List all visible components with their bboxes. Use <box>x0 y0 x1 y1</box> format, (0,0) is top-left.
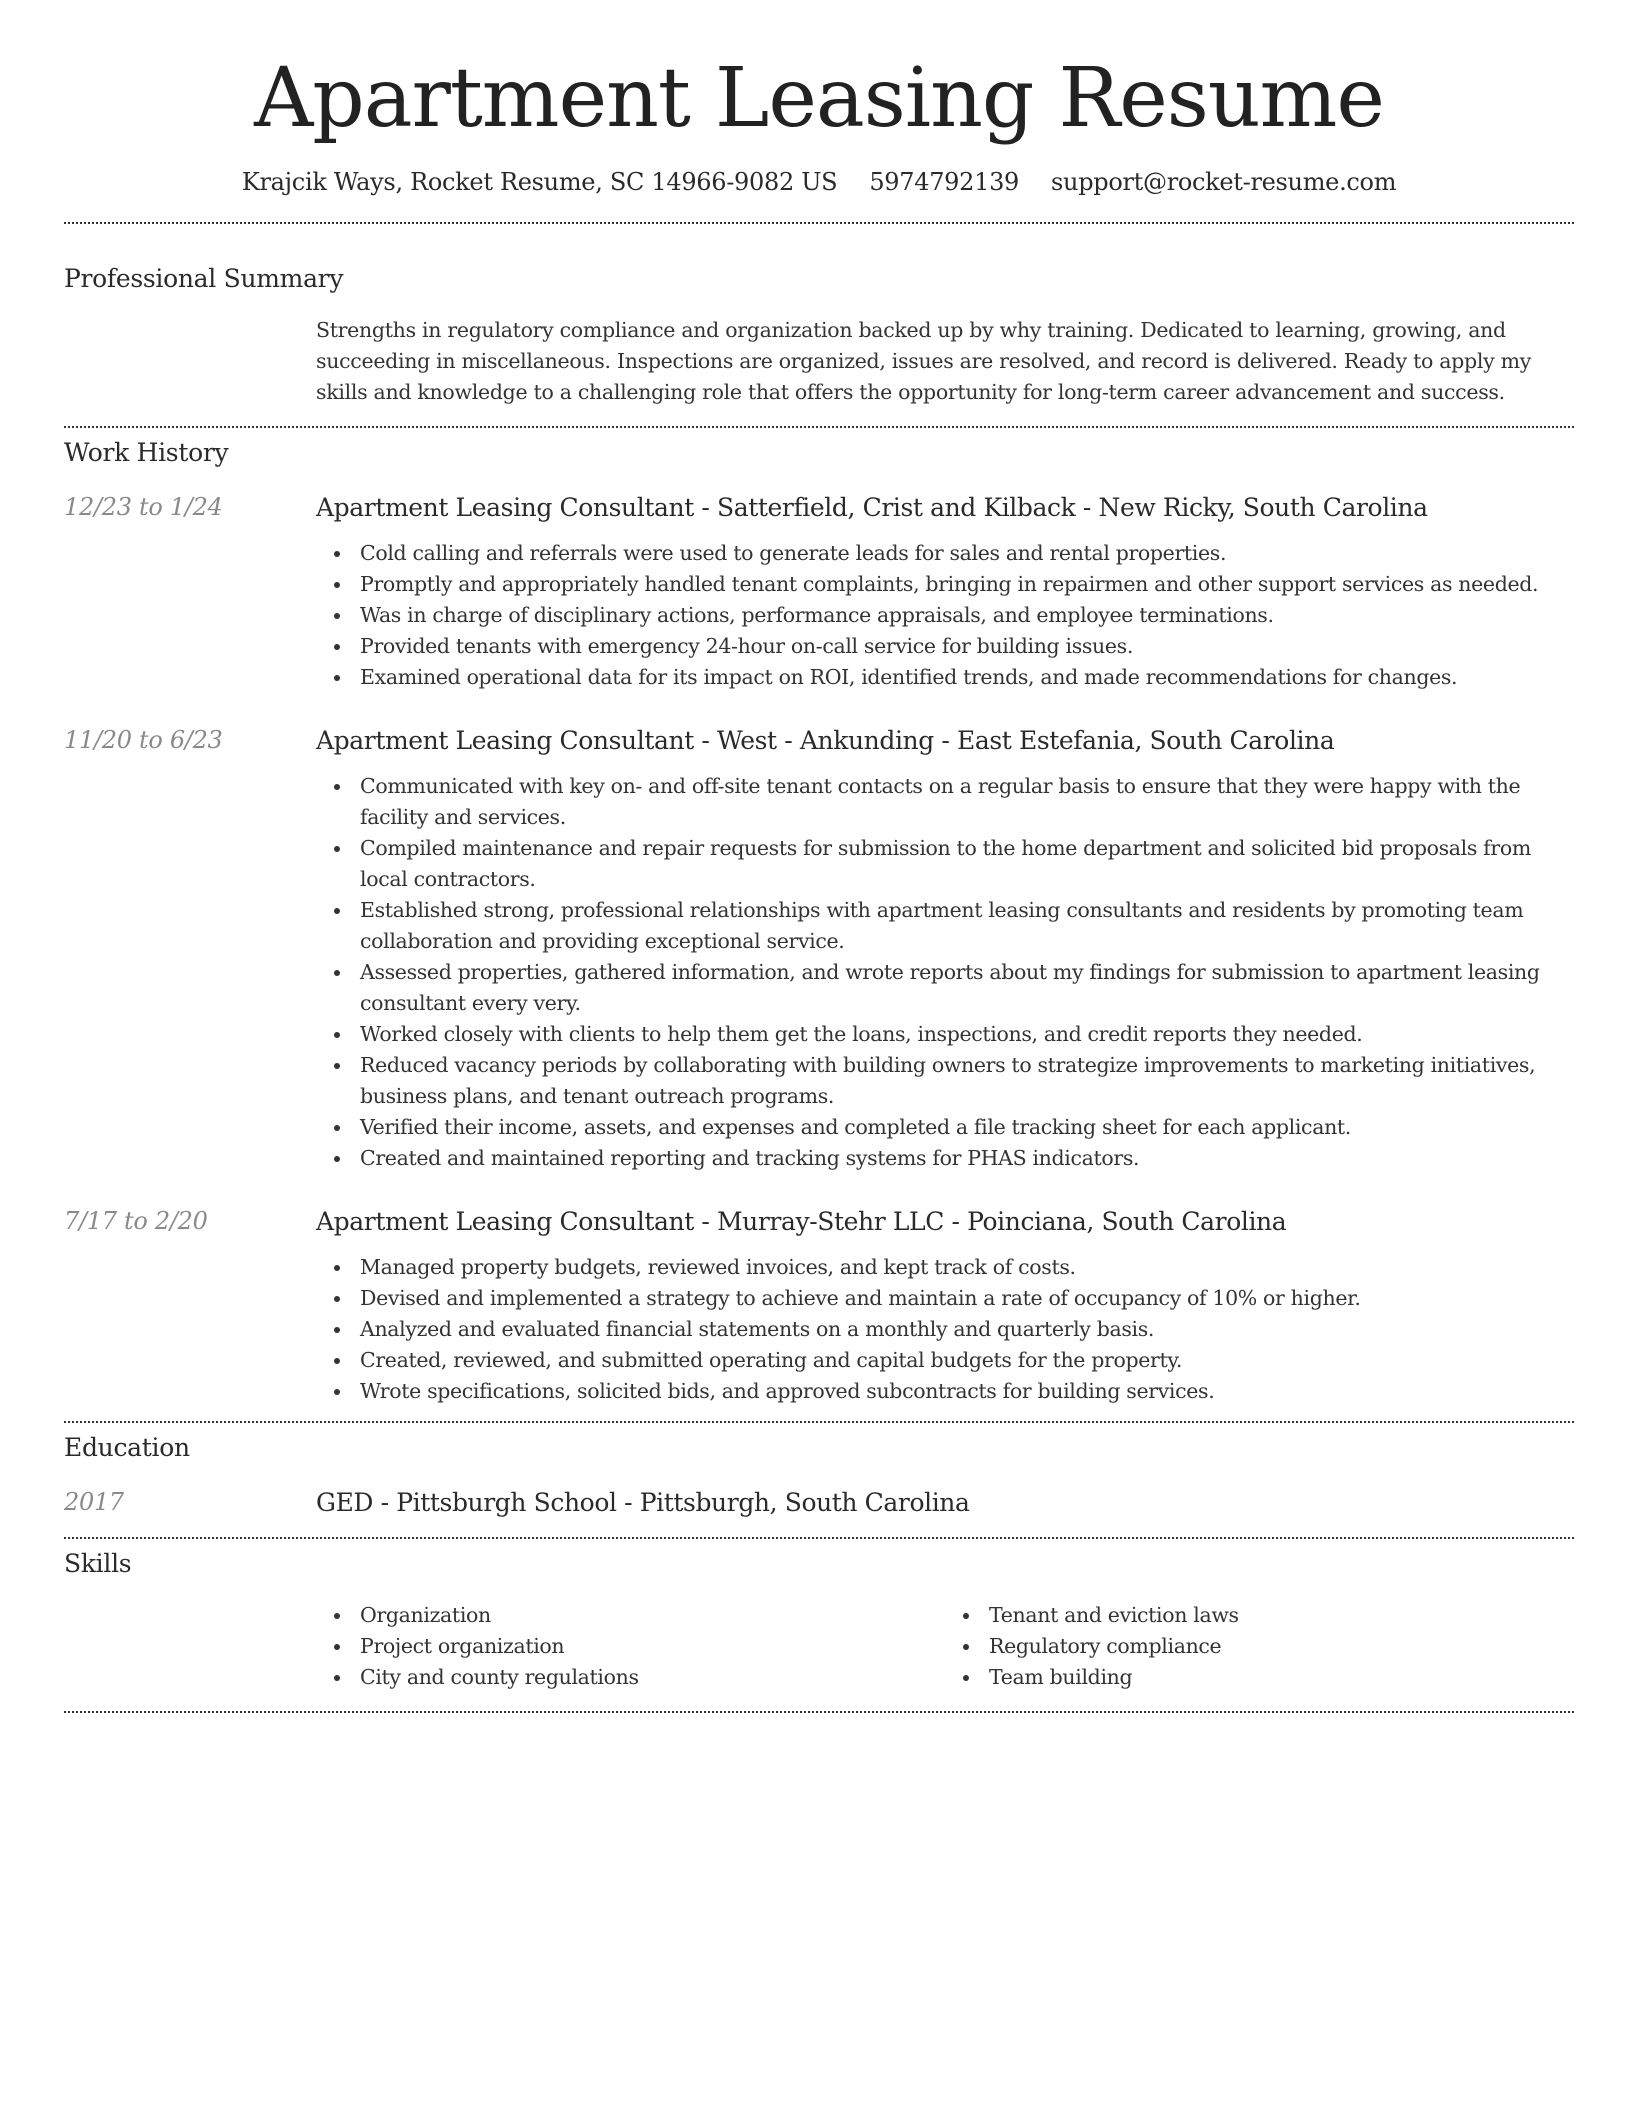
job-bullets <box>316 771 1574 1174</box>
contact-address: Krajcik Ways, Rocket Resume, SC 14966-9082 US <box>241 168 838 197</box>
job-bullets <box>316 538 1574 693</box>
job-bullets <box>316 1252 1574 1407</box>
job-date: 7/17 to 2/20 <box>64 1207 208 1236</box>
list-item: Devised and implemented a strategy to achieve and maintain a rate of occupancy of 10% or higher. <box>360 1283 1574 1314</box>
education-heading: Education <box>64 1433 190 1463</box>
list-item: Verified their income, assets, and expenses and completed a file tracking sheet for each applicant. <box>360 1112 1574 1143</box>
list-item: Established strong, professional relationships with apartment leasing consultants and residents by promoting team collaboration and providing exceptional service. <box>360 895 1574 957</box>
list-item: Provided tenants with emergency 24-hour on-call service for building issues. <box>360 631 1574 662</box>
divider <box>64 222 1574 224</box>
divider <box>64 1537 1574 1539</box>
job-details <box>316 493 1574 693</box>
list-item: Promptly and appropriately handled tenant complaints, bringing in repairmen and other support services as needed. <box>360 569 1574 600</box>
contact-line <box>64 168 1574 196</box>
list-item: Communicated with key on- and off-site tenant contacts on a regular basis to ensure that they were happy with the facility and services. <box>360 771 1574 833</box>
resume-page <box>64 0 1574 1713</box>
summary-heading: Professional Summary <box>64 264 344 294</box>
divider <box>64 1711 1574 1713</box>
job-entry <box>64 726 1574 1174</box>
skill-item: Team building <box>989 1662 1574 1693</box>
job-entry <box>64 493 1574 693</box>
resume-title: Apartment Leasing Resume <box>254 51 1384 146</box>
education-title: GED - Pittsburgh School - Pittsburgh, South Carolina <box>316 1488 970 1518</box>
skills-list <box>316 1600 1574 1693</box>
list-item: Compiled maintenance and repair requests for submission to the home department and solicited bid proposals from local contractors. <box>360 833 1574 895</box>
list-item: Worked closely with clients to help them get the loans, inspections, and credit reports they needed. <box>360 1019 1574 1050</box>
job-title: Apartment Leasing Consultant - Murray-Stehr LLC - Poinciana, South Carolina <box>316 1207 1287 1237</box>
list-item: Wrote specifications, solicited bids, and approved subcontracts for building services. <box>360 1376 1574 1407</box>
skills-column-left <box>316 1600 945 1693</box>
job-details <box>316 726 1574 1174</box>
list-item: Reduced vacancy periods by collaborating with building owners to strategize improvements to marketing initiatives, business plans, and tenant outreach programs. <box>360 1050 1574 1112</box>
skill-item: Tenant and eviction laws <box>989 1600 1574 1631</box>
list-item: Analyzed and evaluated financial statements on a monthly and quarterly basis. <box>360 1314 1574 1345</box>
skill-item: City and county regulations <box>360 1662 945 1693</box>
job-date: 11/20 to 6/23 <box>64 726 223 755</box>
list-item: Assessed properties, gathered information, and wrote reports about my findings for submission to apartment leasing consultant every very. <box>360 957 1574 1019</box>
work-history-heading: Work History <box>64 438 229 468</box>
education-entry <box>64 1488 1574 1517</box>
skills-column-right <box>945 1600 1574 1693</box>
education-date: 2017 <box>64 1488 124 1517</box>
job-entry <box>64 1207 1574 1407</box>
skill-item: Project organization <box>360 1631 945 1662</box>
list-item: Was in charge of disciplinary actions, performance appraisals, and employee terminations. <box>360 600 1574 631</box>
contact-email: support@rocket-resume.com <box>1051 168 1397 197</box>
skill-item: Organization <box>360 1600 945 1631</box>
job-title: Apartment Leasing Consultant - Satterfield, Crist and Kilback - New Ricky, South Carolina <box>316 493 1428 523</box>
job-title: Apartment Leasing Consultant - West - Ankunding - East Estefania, South Carolina <box>316 726 1335 756</box>
summary-text: Strengths in regulatory compliance and organization backed up by why training. Dedicated to learning, growing, and succeeding in miscellaneous. Inspections are organized, issues are resolved, and record is delivered. Ready to apply my skills and knowledge to a challenging role that offers the opportunity for long-term career advancement and success. <box>316 318 1532 405</box>
divider <box>64 1421 1574 1423</box>
list-item: Managed property budgets, reviewed invoices, and kept track of costs. <box>360 1252 1574 1283</box>
job-date: 12/23 to 1/24 <box>64 493 223 522</box>
skills-heading: Skills <box>64 1549 132 1579</box>
list-item: Examined operational data for its impact on ROI, identified trends, and made recommendations for changes. <box>360 662 1574 693</box>
divider <box>64 426 1574 428</box>
list-item: Cold calling and referrals were used to generate leads for sales and rental properties. <box>360 538 1574 569</box>
skill-item: Regulatory compliance <box>989 1631 1574 1662</box>
job-details <box>316 1207 1574 1407</box>
education-details <box>316 1488 1574 1517</box>
list-item: Created and maintained reporting and tracking systems for PHAS indicators. <box>360 1143 1574 1174</box>
list-item: Created, reviewed, and submitted operating and capital budgets for the property. <box>360 1345 1574 1376</box>
contact-phone: 5974792139 <box>869 168 1020 197</box>
resume-header <box>64 0 1574 196</box>
